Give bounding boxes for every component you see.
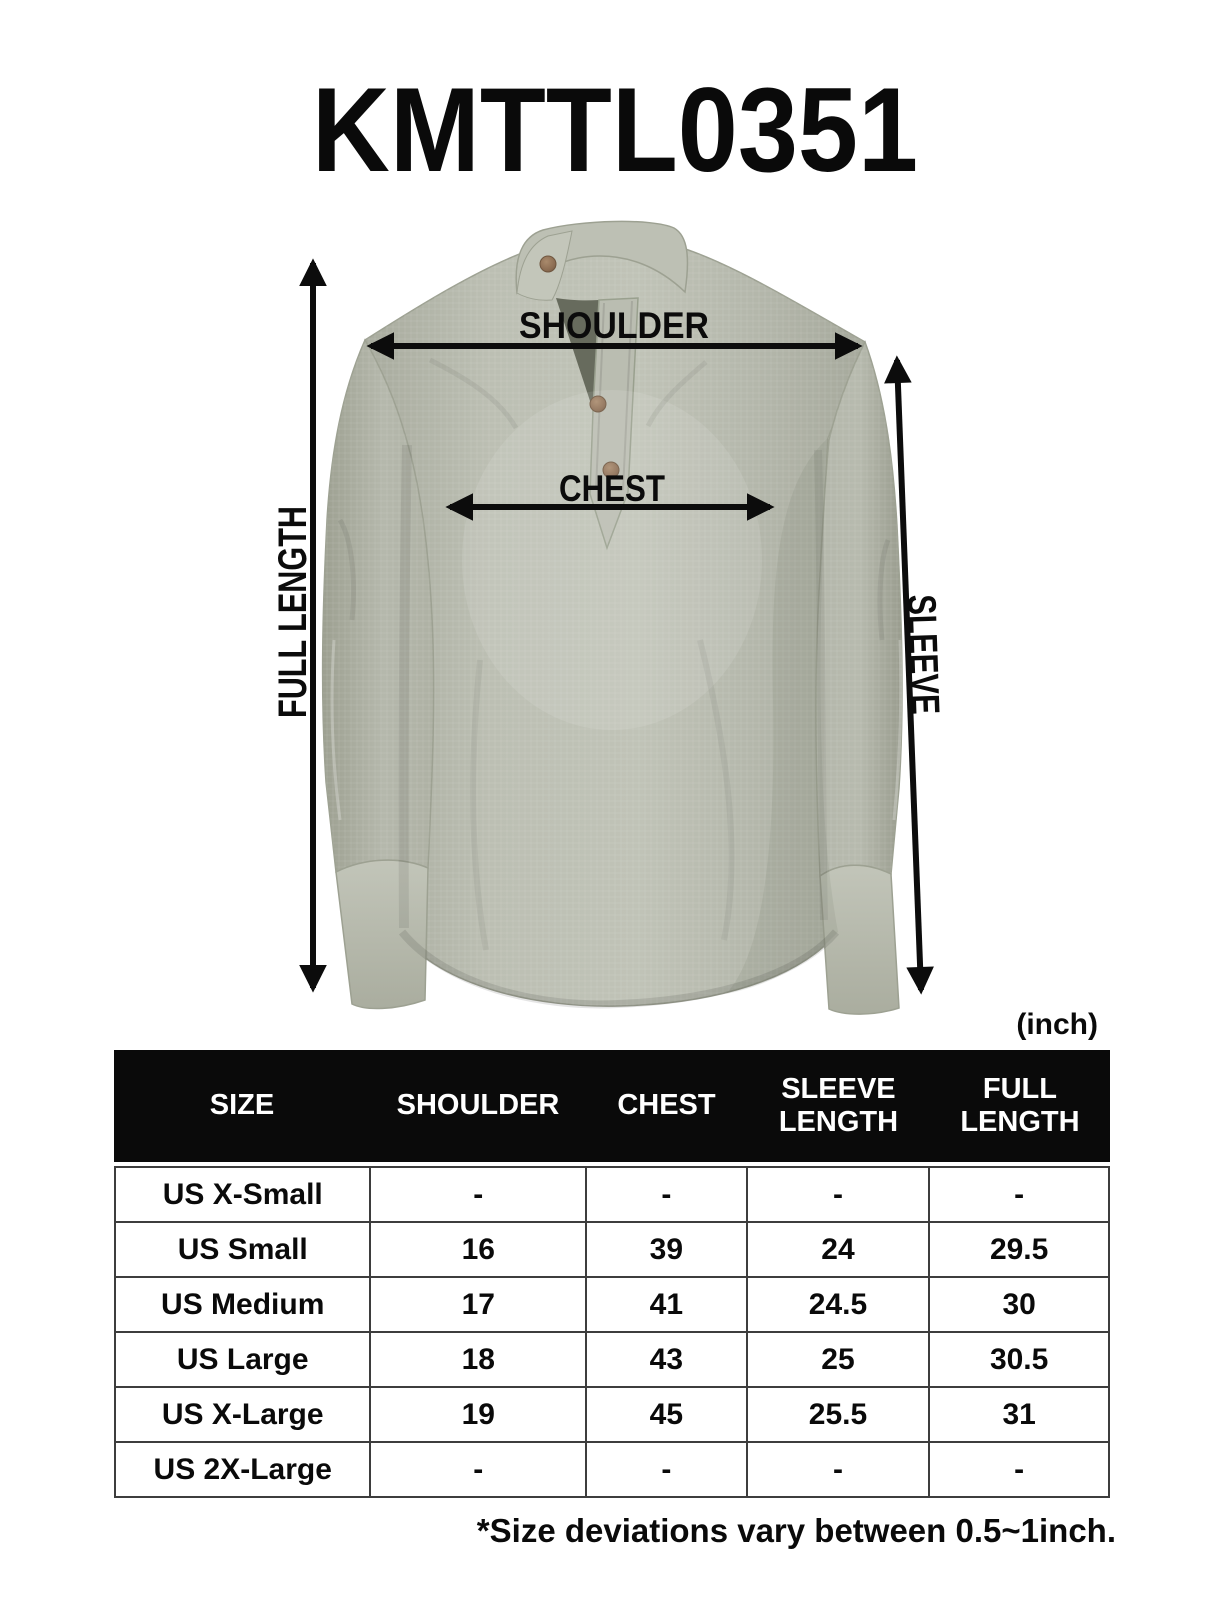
shoulder-cell: 19 bbox=[370, 1387, 586, 1442]
shoulder-label: SHOULDER bbox=[519, 305, 709, 346]
shoulder-cell: - bbox=[370, 1167, 586, 1222]
full-length-cell: 30.5 bbox=[929, 1332, 1109, 1387]
sleeve-length-cell: 25 bbox=[747, 1332, 930, 1387]
sleeve-length-cell: - bbox=[747, 1442, 930, 1497]
sleeve-length-cell: 24.5 bbox=[747, 1277, 930, 1332]
sleeve-length-cell: 25.5 bbox=[747, 1387, 930, 1442]
table-row bbox=[115, 1277, 1109, 1332]
shoulder-cell: 18 bbox=[370, 1332, 586, 1387]
full-length-cell: 30 bbox=[929, 1277, 1109, 1332]
table-row bbox=[115, 1222, 1109, 1277]
shoulder-cell: - bbox=[370, 1442, 586, 1497]
column-header-sleeve-length: SLEEVE LENGTH bbox=[778, 1072, 899, 1138]
size-cell: US X-Small bbox=[115, 1167, 370, 1222]
full-length-cell: - bbox=[929, 1442, 1109, 1497]
chest-cell: 43 bbox=[586, 1332, 747, 1387]
size-table-header bbox=[114, 1050, 1110, 1162]
full-length-cell: - bbox=[929, 1167, 1109, 1222]
shirt-left-cuff bbox=[336, 860, 428, 1008]
column-header-shoulder: SHOULDER bbox=[396, 1089, 560, 1122]
full-length-cell: 31 bbox=[929, 1387, 1109, 1442]
table-row bbox=[115, 1442, 1109, 1497]
product-code-title: KMTTL0351 bbox=[311, 63, 919, 197]
shoulder-cell: 17 bbox=[370, 1277, 586, 1332]
chest-cell: - bbox=[586, 1442, 747, 1497]
table-row bbox=[115, 1332, 1109, 1387]
sleeve-length-cell: 24 bbox=[747, 1222, 930, 1277]
full-length-label: FULL LENGTH bbox=[271, 440, 315, 718]
column-header-chest: CHEST bbox=[617, 1089, 716, 1122]
unit-label: (inch) bbox=[1016, 1008, 1098, 1041]
size-cell: US Small bbox=[115, 1222, 370, 1277]
chest-cell: - bbox=[586, 1167, 747, 1222]
sleeve-label: SLEEVE bbox=[898, 593, 949, 754]
size-cell: US 2X-Large bbox=[115, 1442, 370, 1497]
table-row bbox=[115, 1387, 1109, 1442]
size-cell: US Large bbox=[115, 1332, 370, 1387]
size-deviation-footnote: *Size deviations vary between 0.5~1inch. bbox=[476, 1512, 1116, 1549]
column-header-size: SIZE bbox=[209, 1089, 275, 1122]
size-table bbox=[114, 1166, 1110, 1498]
size-cell: US Medium bbox=[115, 1277, 370, 1332]
full-length-cell: 29.5 bbox=[929, 1222, 1109, 1277]
sleeve-length-cell: - bbox=[747, 1167, 930, 1222]
chest-cell: 41 bbox=[586, 1277, 747, 1332]
shirt-measurement-diagram bbox=[0, 200, 1230, 1050]
shirt-button bbox=[540, 256, 556, 272]
shoulder-cell: 16 bbox=[370, 1222, 586, 1277]
chest-cell: 39 bbox=[586, 1222, 747, 1277]
chest-cell: 45 bbox=[586, 1387, 747, 1442]
table-row bbox=[115, 1167, 1109, 1222]
size-cell: US X-Large bbox=[115, 1387, 370, 1442]
chest-label: CHEST bbox=[559, 468, 666, 509]
column-header-full-length: FULL LENGTH bbox=[960, 1072, 1080, 1138]
